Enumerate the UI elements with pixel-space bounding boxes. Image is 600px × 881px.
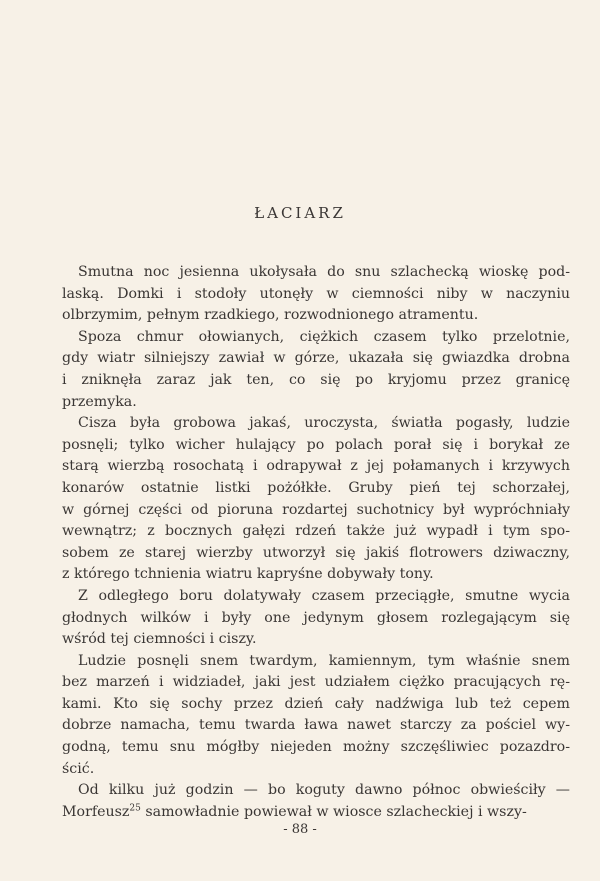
text-line: wewnątrz; z bocznych gałęzi rdzeń także już wypadł i tym spo- <box>62 523 570 540</box>
text-line: Spoza chmur ołowianych, ciężkich czasem tylko przelotnie, <box>78 328 570 345</box>
text-line: Cisza była grobowa jakaś, uroczysta, światła pogasły, ludzie <box>78 415 570 432</box>
text-line: w górnej części od pioruna rozdartej suchotnicy był wypróchniały <box>62 501 570 518</box>
text-line: godną, temu snu mógłby niejeden możny szczęśliwiec pozazdro- <box>62 739 570 756</box>
text-line: głodnych wilków i były one jedynym głosem rozlegającym się <box>62 609 570 626</box>
body-text <box>62 262 570 823</box>
text-line: wśród tej ciemności i ciszy. <box>62 631 257 648</box>
text-line: przemyka. <box>62 393 137 410</box>
text-line: laską. Domki i stodoły utonęły w ciemności niby w naczyniu <box>62 285 570 302</box>
text-line: posnęli; tylko wicher hulający po polach porał się i borykał ze <box>62 436 570 453</box>
text-line: Od kilku już godzin — bo koguty dawno północ obwieściły — <box>78 782 570 799</box>
text-line: z którego tchnienia wiatru kapryśne dobywały tony. <box>62 566 434 583</box>
footnote-marker: 25 <box>129 803 141 814</box>
text-line-final-end: samowładnie powiewał w wiosce szlacheckiej i wszy- <box>140 803 527 820</box>
text-line: olbrzymim, pełnym rzadkiego, rozwodnionego atramentu. <box>62 307 479 324</box>
text-line: sobem ze starej wierzby utworzył się jakiś flotrowers dziwaczny, <box>62 544 570 561</box>
text-line: konarów ostatnie listki pożółkłe. Gruby pień tej schorzałej, <box>62 479 570 496</box>
text-line: gdy wiatr silniejszy zawiał w górze, ukazała się gwiazdka drobna <box>62 350 570 367</box>
text-line: i zniknęła zaraz jak ten, co się po kryjomu przez granicę <box>62 371 570 388</box>
text-line: Z odległego boru dolatywały czasem przeciągłe, smutne wycia <box>78 587 570 604</box>
chapter-title: ŁACIARZ <box>254 204 346 222</box>
text-line: Smutna noc jesienna ukołysała do snu szlachecką wioskę pod- <box>78 264 570 280</box>
text-line: starą wierzbą rosochatą i odrapywał z jej połamanych i krzywych <box>62 458 570 475</box>
text-line: Ludzie posnęli snem twardym, kamiennym, tym właśnie snem <box>78 652 570 669</box>
text-line: dobrze namacha, temu twarda ława nawet starczy za pościel wy- <box>62 717 570 734</box>
page-number: - 88 - <box>283 822 317 837</box>
text-line: bez marzeń i widziadeł, jaki jest udziałem ciężko pracujących rę- <box>62 674 570 691</box>
text-line: ścić. <box>62 760 95 777</box>
text-line-final <box>62 802 570 824</box>
text-line: kami. Kto się sochy przez dzień cały nadźwiga lub też cepem <box>62 695 570 712</box>
text-line-final-start: Morfeusz <box>62 803 130 820</box>
